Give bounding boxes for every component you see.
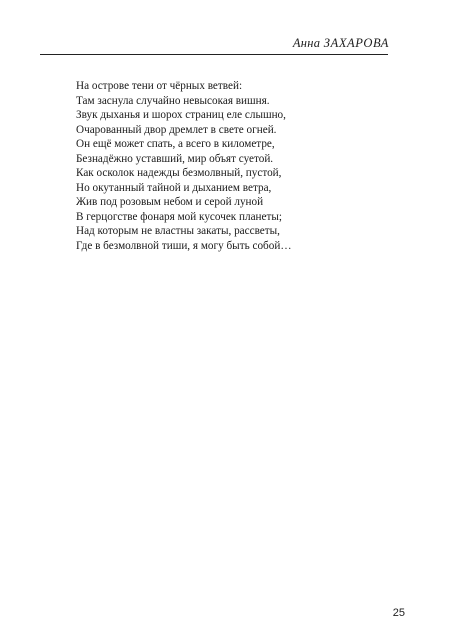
running-head [293,36,389,51]
page-number: 25 [392,607,405,619]
poem-line: Звук дыханья и шорох страниц еле слышно, [76,109,286,122]
poem-line: Очарованный двор дремлет в свете огней. [76,123,277,136]
poem-line: Безнадёжно уставший, мир объят суетой. [76,152,274,165]
poem-line: В герцогстве фонаря мой кусочек планеты; [76,210,283,223]
author-last-name: ЗАХАРОВА [323,36,389,50]
poem-line: Где в безмолвной тиши, я могу быть собой… [76,240,292,253]
poem-line: Там заснула случайно невысокая вишня. [76,94,270,107]
author-first-name: Анна [292,36,321,50]
poem [76,79,292,254]
poem-line: Над которым не властны закаты, рассветы, [76,225,280,238]
poem-line: Но окутанный тайной и дыханием ветра, [76,181,272,194]
poem-line: Жив под розовым небом и серой луной [76,196,264,209]
poem-line: Как осколок надежды безмолвный, пустой, [76,167,282,180]
poem-line: Он ещё может спать, а всего в километре, [76,138,275,151]
poem-line: На острове тени от чёрных ветвей: [76,80,243,92]
header-rule [40,54,388,55]
